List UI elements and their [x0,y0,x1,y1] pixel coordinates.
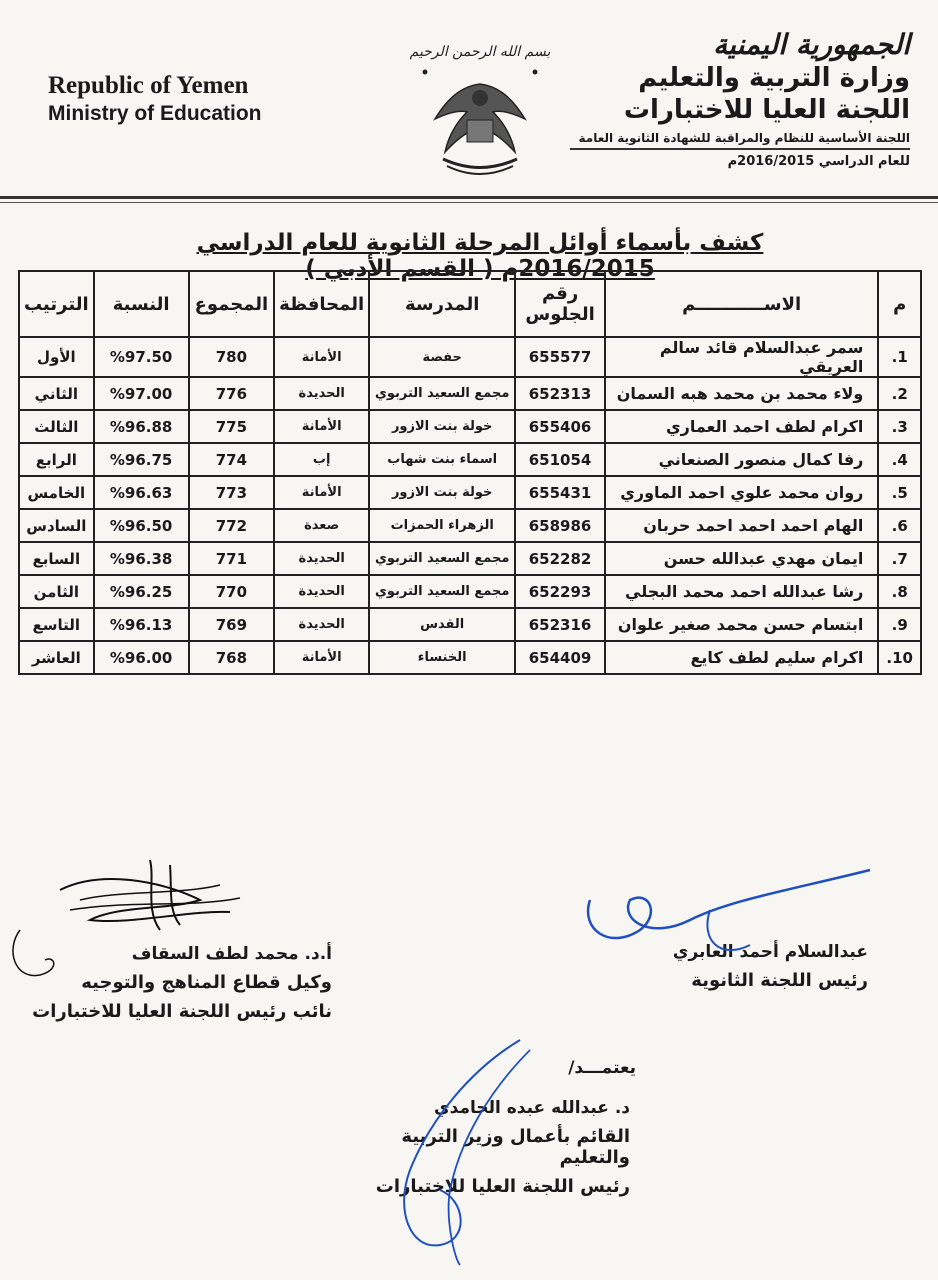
english-header [48,72,262,126]
student-name-cell: ايمان مهدي عبدالله حسن [605,542,878,575]
school-name-cell: خولة بنت الازور [369,410,515,443]
seat-number-cell: 654409 [515,641,605,674]
governorate-cell: الحديدة [274,377,369,410]
seat-number-cell: 652282 [515,542,605,575]
country-name-ar: الجمهورية اليمنية [713,28,910,61]
table-row [19,410,921,443]
governorate-cell: صعدة [274,509,369,542]
seat-number-cell: 655577 [515,337,605,377]
percentage-cell: %96.75 [94,443,189,476]
governorate-cell: الحديدة [274,608,369,641]
rank-cell: التاسع [19,608,94,641]
results-table [18,270,922,675]
table-row [19,476,921,509]
rank-cell: الثاني [19,377,94,410]
minister-handwritten-signature [370,1030,570,1270]
percentage-cell: %96.88 [94,410,189,443]
sub-committee-name-ar: اللجنة الأساسية للنظام والمراقبة للشهادة الثانوية العامة [570,131,910,150]
table-row [19,509,921,542]
student-name-cell: الهام احمد احمد احمد حربان [605,509,878,542]
arabic-header [570,28,910,169]
governorate-cell: الأمانة [274,337,369,377]
student-name-cell: ولاء محمد بن محمد هبه السمان [605,377,878,410]
percentage-cell: %96.50 [94,509,189,542]
row-index-cell: 2. [878,377,921,410]
school-name-cell: حفصة [369,337,515,377]
row-index-cell: 3. [878,410,921,443]
student-name-cell: سمر عبدالسلام قائد سالم العريقي [605,337,878,377]
rank-cell: السابع [19,542,94,575]
school-name-cell: القدس [369,608,515,641]
rank-cell: الثامن [19,575,94,608]
percentage-cell: %96.13 [94,608,189,641]
governorate-cell: الحديدة [274,542,369,575]
chair-title: رئيس اللجنة الثانوية [691,970,868,991]
rank-cell: السادس [19,509,94,542]
row-index-cell: 1. [878,337,921,377]
col-header-governorate: المحافظة [274,271,369,337]
basmala-text: بسم الله الرحمن الرحيم [409,44,551,60]
table-row [19,641,921,674]
rank-cell: الرابع [19,443,94,476]
governorate-cell: الحديدة [274,575,369,608]
school-name-cell: مجمع السعيد التربوي [369,575,515,608]
percentage-cell: %96.25 [94,575,189,608]
national-emblem [390,44,570,194]
percentage-cell: %96.38 [94,542,189,575]
minister-title-1: القائم بأعمال وزير التربية والتعليم [401,1126,630,1168]
total-score-cell: 773 [189,476,275,509]
governorate-cell: الأمانة [274,476,369,509]
seat-number-cell: 652293 [515,575,605,608]
row-index-cell: 5. [878,476,921,509]
col-header-rank: الترتيب [19,271,94,337]
minister-name: د. عبدالله عبده الحامدي [434,1098,630,1118]
rank-cell: الخامس [19,476,94,509]
header-divider-thick [0,196,938,199]
student-name-cell: اكرام سليم لطف كايع [605,641,878,674]
governorate-cell: إب [274,443,369,476]
col-header-school: المدرسة [369,271,515,337]
minister-title-2: رئيس اللجنة العليا للاختبارات [375,1176,630,1197]
student-name-cell: روان محمد علوي احمد الماوري [605,476,878,509]
total-score-cell: 769 [189,608,275,641]
col-header-index: م [878,271,921,337]
rank-cell: الثالث [19,410,94,443]
governorate-cell: الأمانة [274,641,369,674]
col-header-percentage: النسبة [94,271,189,337]
seat-number-cell: 655406 [515,410,605,443]
percentage-cell: %97.00 [94,377,189,410]
total-score-cell: 775 [189,410,275,443]
seat-number-cell: 652313 [515,377,605,410]
row-index-cell: 9. [878,608,921,641]
school-name-cell: الزهراء الحمزات [369,509,515,542]
total-score-cell: 776 [189,377,275,410]
school-name-cell: مجمع السعيد التربوي [369,377,515,410]
table-row [19,337,921,377]
seat-number-cell: 655431 [515,476,605,509]
row-index-cell: 10. [878,641,921,674]
header-divider-thin [0,202,938,203]
percentage-cell: %96.63 [94,476,189,509]
student-name-cell: رفا كمال منصور الصنعاني [605,443,878,476]
chair-handwritten-signature [570,860,900,990]
total-score-cell: 771 [189,542,275,575]
table-row [19,608,921,641]
school-name-cell: خولة بنت الازور [369,476,515,509]
country-name-en: Republic of Yemen [48,72,249,99]
table-header-row [19,271,921,337]
academic-year-ar: للعام الدراسي 2016/2015م [727,154,910,169]
committee-name-ar: اللجنة العليا للاختبارات [623,95,910,125]
row-index-cell: 4. [878,443,921,476]
table-row [19,575,921,608]
rank-cell: الأول [19,337,94,377]
total-score-cell: 774 [189,443,275,476]
student-name-cell: ابتسام حسن محمد صغير علوان [605,608,878,641]
eagle-emblem-icon [405,64,555,184]
deputy-handwritten-signature [0,850,340,1000]
school-name-cell: اسماء بنت شهاب [369,443,515,476]
row-index-cell: 8. [878,575,921,608]
chair-name: عبدالسلام أحمد العابري [672,942,868,962]
rank-cell: العاشر [19,641,94,674]
table-row [19,542,921,575]
seat-number-cell: 651054 [515,443,605,476]
table-body [19,337,921,674]
student-name-cell: رشا عبدالله احمد محمد البجلي [605,575,878,608]
school-name-cell: مجمع السعيد التربوي [369,542,515,575]
governorate-cell: الأمانة [274,410,369,443]
seat-number-cell: 652316 [515,608,605,641]
percentage-cell: %97.50 [94,337,189,377]
student-name-cell: اكرام لطف احمد العماري [605,410,878,443]
deputy-title-1: وكيل قطاع المناهج والتوجيه [81,972,332,993]
row-index-cell: 6. [878,509,921,542]
deputy-name: أ.د. محمد لطف السقاف [131,944,332,964]
ministry-name-en: Ministry of Education [48,102,262,125]
col-header-seat: رقم الجلوس [515,271,605,337]
ministry-name-ar: وزارة التربية والتعليم [638,63,910,93]
school-name-cell: الخنساء [369,641,515,674]
row-index-cell: 7. [878,542,921,575]
deputy-title-2: نائب رئيس اللجنة العليا للاختبارات [32,1001,332,1022]
approval-label: يعتمـــد/ [568,1058,636,1078]
total-score-cell: 770 [189,575,275,608]
table-row [19,377,921,410]
total-score-cell: 772 [189,509,275,542]
total-score-cell: 780 [189,337,275,377]
col-header-total: المجموع [189,271,275,337]
percentage-cell: %96.00 [94,641,189,674]
table-row [19,443,921,476]
document-title: كشف بأسماء أوائل المرحلة الثانوية للعام الدراسي 2016/2015م ( القسم الأدبي ) [196,230,764,282]
seat-number-cell: 658986 [515,509,605,542]
col-header-name: الاســـــــــــم [605,271,878,337]
total-score-cell: 768 [189,641,275,674]
